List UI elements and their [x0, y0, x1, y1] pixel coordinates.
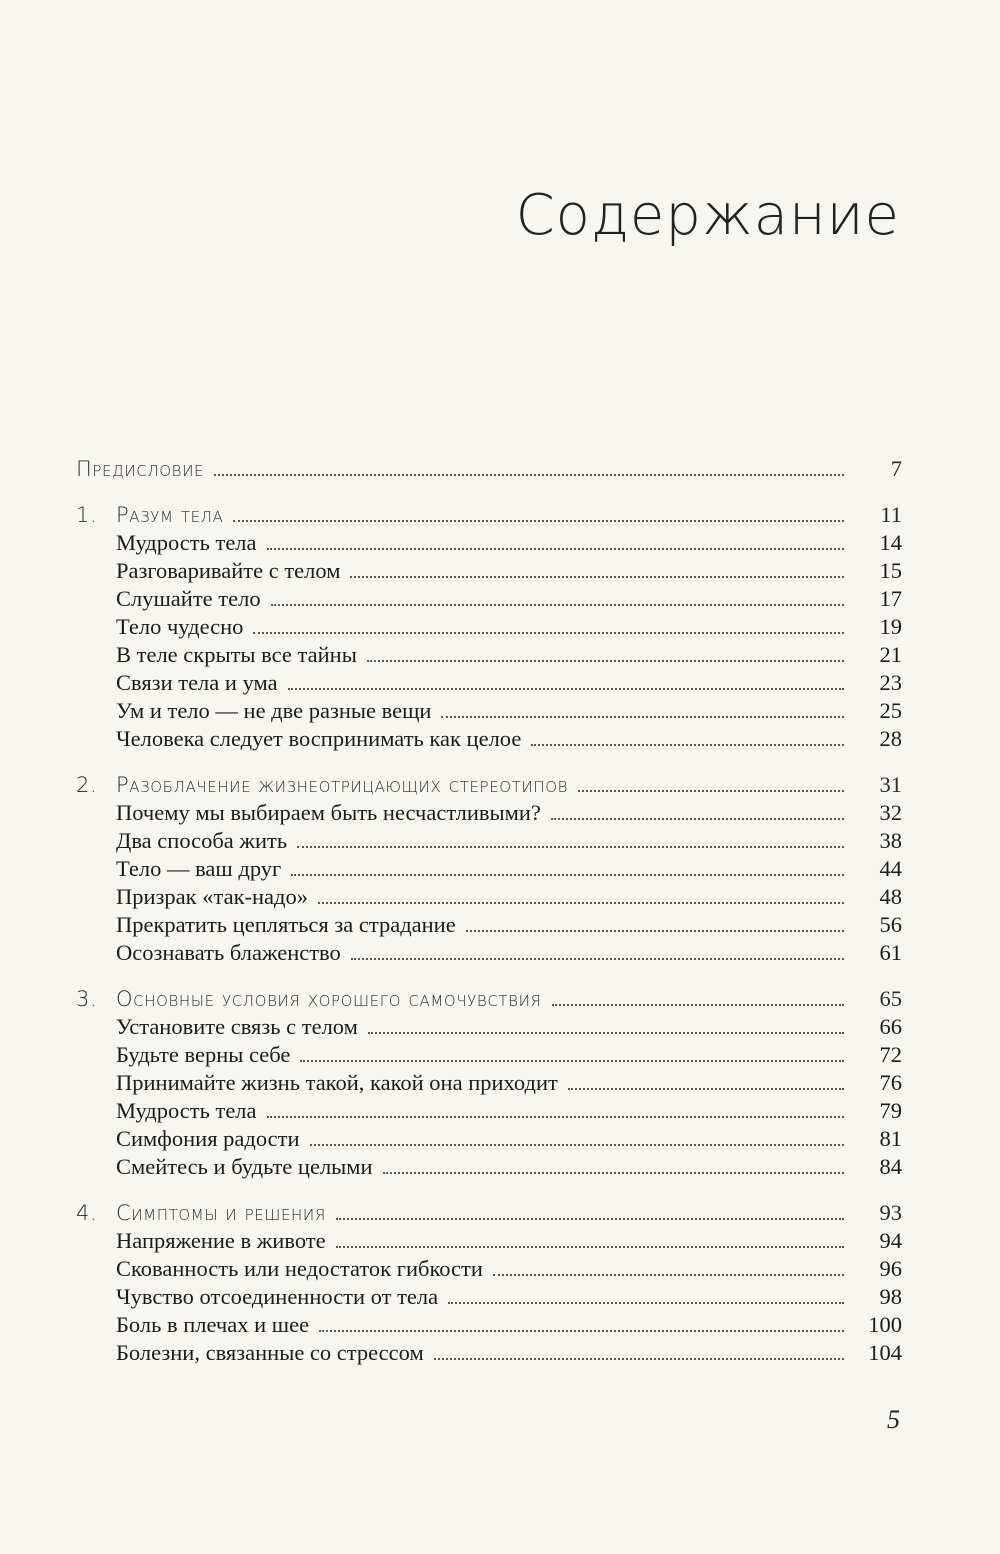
toc-entry-label: Осознавать блаженство	[116, 940, 341, 965]
chapter-number: 4.	[76, 1201, 98, 1225]
toc-entry-label: Чувство отсоединенности от тела	[116, 1284, 439, 1309]
toc-page-number: 61	[879, 940, 902, 965]
chapter-title: Разум тела	[116, 503, 224, 527]
dot-leader	[552, 1004, 844, 1006]
toc-page-number: 72	[879, 1042, 902, 1067]
toc-entry-label: Боль в плечах и шее	[116, 1312, 310, 1337]
dot-leader	[367, 660, 844, 662]
toc-page-number: 17	[879, 586, 902, 611]
chapter-section	[76, 1199, 902, 1367]
toc-page-number: 100	[868, 1312, 902, 1337]
toc-entry	[76, 799, 902, 827]
dot-leader	[568, 1088, 844, 1090]
toc-entry-label: Человека следует воспринимать как целое	[116, 726, 522, 751]
toc-page-number: 44	[879, 856, 902, 881]
toc-entry	[76, 557, 902, 585]
toc-chapter-entry	[76, 501, 902, 529]
toc-entry-label: Предисловие	[76, 457, 205, 481]
toc-entry	[76, 1227, 902, 1255]
chapter-number: 3.	[76, 987, 98, 1011]
dot-leader	[434, 1358, 844, 1360]
toc-page-number: 76	[879, 1070, 902, 1095]
dot-leader	[336, 1246, 844, 1248]
toc-page-number: 7	[890, 456, 902, 481]
toc-page-number: 98	[879, 1284, 902, 1309]
toc-entry	[76, 1097, 902, 1125]
toc-entry-label: Тело чудесно	[116, 614, 244, 639]
toc-entry-label: Напряжение в животе	[116, 1228, 326, 1253]
chapter-number: 1.	[76, 503, 98, 527]
dot-leader	[288, 688, 844, 690]
toc-chapter-entry	[76, 1199, 902, 1227]
toc-entry	[76, 1339, 902, 1367]
dot-leader	[578, 790, 844, 792]
toc-page-number: 93	[879, 1200, 902, 1225]
dot-leader	[448, 1302, 844, 1304]
chapter-number: 2.	[76, 773, 98, 797]
dot-leader	[297, 846, 844, 848]
toc-page-number: 79	[879, 1098, 902, 1123]
toc-entry-label: Разговаривайте с телом	[116, 558, 341, 583]
toc-entry	[76, 1283, 902, 1311]
toc-page-number: 28	[879, 726, 902, 751]
chapter-section	[76, 985, 902, 1181]
dot-leader	[551, 818, 844, 820]
dot-leader	[319, 1330, 844, 1332]
dot-leader	[267, 1116, 844, 1118]
chapter-title: Основные условия хорошего самочувствия	[116, 987, 542, 1011]
chapter-title: Разоблачение жизнеотрицающих стереотипов	[116, 773, 569, 797]
toc-page-number: 21	[879, 642, 902, 667]
toc-entry	[76, 1125, 902, 1153]
toc-entry-label: Два способа жить	[116, 828, 288, 853]
toc-chapter-entry	[76, 771, 902, 799]
toc-page-number: 25	[879, 698, 902, 723]
toc-entry	[76, 1255, 902, 1283]
dot-leader	[336, 1218, 844, 1220]
toc-entry-label: Принимайте жизнь такой, какой она приходит	[116, 1070, 558, 1095]
toc-entry	[76, 883, 902, 911]
toc-entry-label: Мудрость тела	[116, 530, 257, 555]
toc-entry-preface	[76, 455, 902, 483]
chapter-section	[76, 771, 902, 967]
toc-page-number: 56	[879, 912, 902, 937]
toc-page-number: 104	[868, 1340, 902, 1365]
dot-leader	[318, 902, 844, 904]
toc-page-number: 19	[879, 614, 902, 639]
toc-entry	[76, 855, 902, 883]
toc-page-number: 15	[879, 558, 902, 583]
toc-entry-label: Слушайте тело	[116, 586, 261, 611]
toc-page-number: 65	[879, 986, 902, 1011]
dot-leader	[233, 520, 844, 522]
dot-leader	[267, 548, 844, 550]
dot-leader	[253, 632, 844, 634]
toc-entry-label: Ум и тело — не две разные вещи	[116, 698, 432, 723]
dot-leader	[531, 744, 844, 746]
table-of-contents	[76, 455, 902, 1385]
toc-page-number: 81	[879, 1126, 902, 1151]
toc-page-number: 14	[879, 530, 902, 555]
toc-entry	[76, 1041, 902, 1069]
dot-leader	[300, 1060, 844, 1062]
toc-entry	[76, 1153, 902, 1181]
toc-entry	[76, 641, 902, 669]
toc-page-number: 94	[879, 1228, 902, 1253]
toc-page-number: 48	[879, 884, 902, 909]
dot-leader	[310, 1144, 844, 1146]
toc-entry-label: Будьте верны себе	[116, 1042, 291, 1067]
dot-leader	[351, 958, 844, 960]
dot-leader	[350, 576, 844, 578]
toc-entry	[76, 697, 902, 725]
toc-entry-label: Смейтесь и будьте целыми	[116, 1154, 373, 1179]
toc-page-number: 96	[879, 1256, 902, 1281]
toc-page-number: 23	[879, 670, 902, 695]
toc-entry-label: Связи тела и ума	[116, 670, 278, 695]
toc-entry	[76, 613, 902, 641]
toc-entry	[76, 585, 902, 613]
toc-entry	[76, 725, 902, 753]
toc-page-number: 84	[879, 1154, 902, 1179]
chapter-title: Симптомы и решения	[116, 1201, 326, 1225]
toc-entry-label: Прекратить цепляться за страдание	[116, 912, 456, 937]
dot-leader	[493, 1274, 844, 1276]
dot-leader	[466, 930, 844, 932]
toc-entry-label: Скованность или недостаток гибкости	[116, 1256, 483, 1281]
toc-page-number: 31	[879, 772, 902, 797]
toc-entry-label: Болезни, связанные со стрессом	[116, 1340, 424, 1365]
toc-entry	[76, 911, 902, 939]
toc-entry	[76, 529, 902, 557]
toc-page-number: 11	[880, 502, 902, 527]
toc-page-number: 32	[879, 800, 902, 825]
toc-entry	[76, 669, 902, 697]
chapter-section	[76, 501, 902, 753]
dot-leader	[383, 1172, 844, 1174]
dot-leader	[214, 474, 844, 476]
toc-entry	[76, 939, 902, 967]
toc-entry-label: Симфония радости	[116, 1126, 300, 1151]
preface-section	[76, 455, 902, 483]
toc-entry	[76, 1069, 902, 1097]
page-number: 5	[887, 1405, 900, 1434]
toc-page-number: 38	[879, 828, 902, 853]
dot-leader	[441, 716, 844, 718]
dot-leader	[271, 604, 844, 606]
toc-entry-label: Мудрость тела	[116, 1098, 257, 1123]
toc-chapter-entry	[76, 985, 902, 1013]
dot-leader	[368, 1032, 844, 1034]
toc-page-number: 66	[879, 1014, 902, 1039]
toc-entry-label: В теле скрыты все тайны	[116, 642, 357, 667]
toc-entry	[76, 827, 902, 855]
toc-entry-label: Тело — ваш друг	[116, 856, 282, 881]
toc-entry	[76, 1013, 902, 1041]
toc-entry-label: Призрак «так-надо»	[116, 884, 308, 909]
toc-entry-label: Установите связь с телом	[116, 1014, 358, 1039]
page-title: Содержание	[515, 183, 900, 248]
dot-leader	[291, 874, 844, 876]
toc-entry-label: Почему мы выбираем быть несчастливыми?	[116, 800, 541, 825]
toc-entry	[76, 1311, 902, 1339]
